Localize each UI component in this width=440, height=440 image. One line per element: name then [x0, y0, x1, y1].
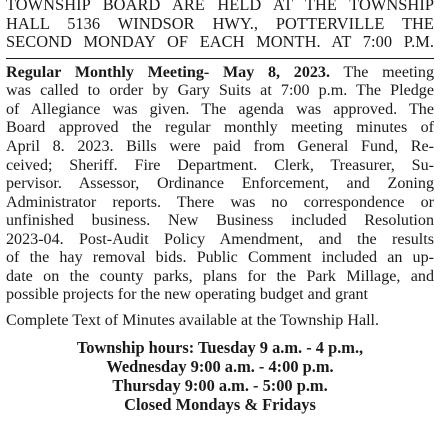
township-hours [0, 339, 440, 414]
divider-rule [6, 58, 434, 59]
minutes-line: date on the county parks, plans for the Park Millage, and [6, 267, 434, 285]
meeting-minutes-body [0, 64, 440, 305]
complete-text-notice: Complete Text of Minutes available at the Township Hall. [6, 311, 380, 329]
header-line: TOWNSHIP BOARD ARE HELD AT THE TOWNSHIP [6, 0, 434, 14]
minutes-first-line [6, 64, 434, 83]
minutes-first-line-rest: The meeting [329, 63, 434, 81]
minutes-line: 2023-04. Post-Audit Policy Amendment, and the results [6, 230, 434, 248]
minutes-line: of the hay removal bids. Public Comment included an up- [6, 249, 434, 267]
hours-line: Township hours: Tuesday 9 a.m. - 4 p.m., [76, 338, 364, 358]
minutes-line: ceived; Sheriff. Fire Department. Clerk, Treasurer, Su- [6, 156, 434, 174]
hours-line: Thursday 9:00 a.m. - 5:00 p.m. [112, 376, 328, 396]
header-line: HALL 5136 WINDSOR HWY., POTTERVILLE THE [6, 13, 434, 33]
hours-line: Closed Mondays & Fridays [124, 394, 316, 414]
hours-line: Wednesday 9:00 a.m. - 4:00 p.m. [106, 357, 334, 377]
minutes-line: was called to order by Gary Suits at 7:00 p.m. The Pledge [6, 82, 434, 100]
meeting-schedule-header [0, 0, 440, 52]
minutes-line: April 8. 2023. Bills were paid from General Fund, Re- [6, 137, 434, 155]
minutes-line: possible projects for the new operating budget and grant [6, 286, 369, 304]
minutes-line: of Allegiance was given. The agenda was approved. The [6, 100, 434, 118]
minutes-lead-heading: Regular Monthly Meeting- May 8, 2023. [6, 63, 330, 81]
minutes-line: Board approved the regular monthly meeting minutes of [6, 119, 434, 137]
minutes-line: pervisor. Assessor, Ordinance Enforcement, and Zoning [6, 175, 434, 193]
minutes-line: unfinished business. New Business included Resolution [6, 212, 434, 230]
minutes-line: Administrator reports. There was no correspondence or [6, 193, 434, 211]
header-line: SECOND MONDAY OF EACH MONTH. AT 7:00 P.M. [6, 32, 434, 52]
